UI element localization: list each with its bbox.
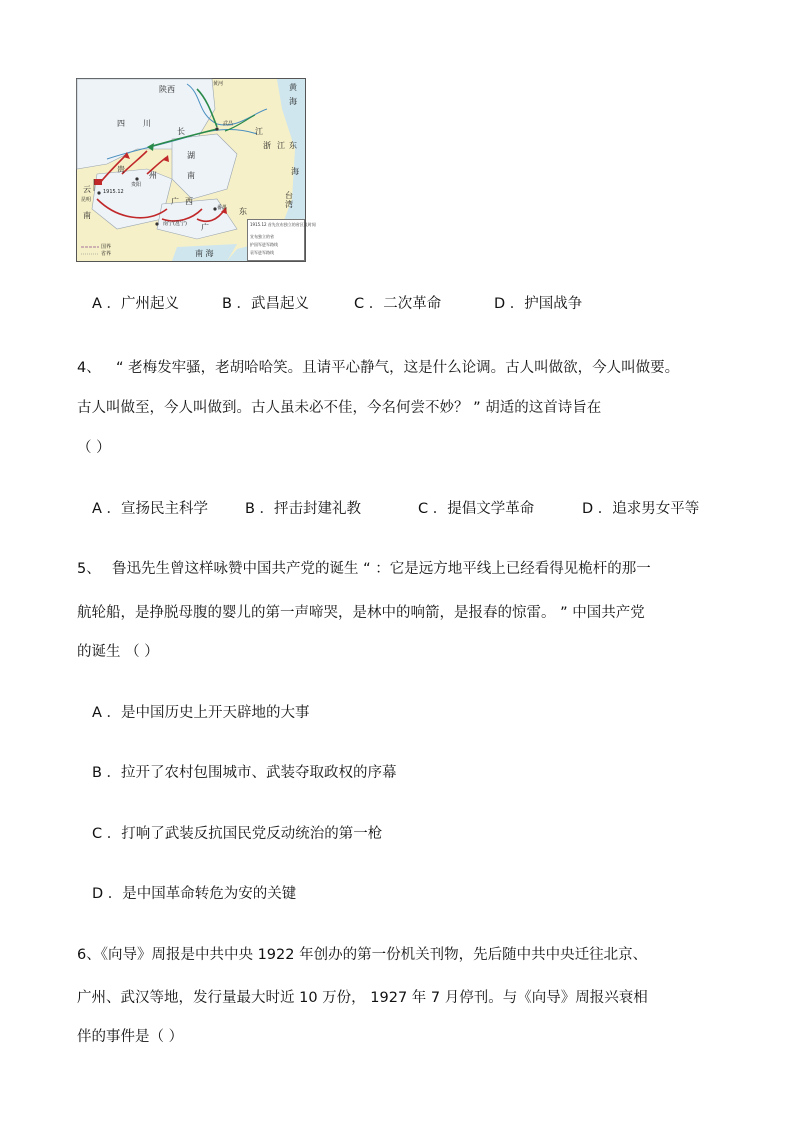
q3-option-b: B ．武昌起义 <box>222 296 310 312</box>
map-label-zhe: 浙 <box>263 141 271 150</box>
map-label-guiyang: 贵阳 <box>131 182 142 188</box>
q5-option-a: A ．是中国历史上开天辟地的大事 <box>92 705 310 721</box>
map-label-guang: 广 <box>201 223 209 232</box>
q5-number: 5、 <box>77 561 101 577</box>
map-label-nanhai: 南 海 <box>195 249 214 258</box>
map-label-kunming: 昆明 <box>81 197 92 203</box>
q5-line-3: 的诞生 （ ） <box>77 644 159 660</box>
map-label-hu: 湖 <box>187 151 195 160</box>
q5-option-c: C ．打响了武装反抗国民党反动统治的第一枪 <box>92 826 383 842</box>
map-label-taiwan-1: 台 <box>285 191 293 200</box>
map-label-panyu: 番禺 <box>217 205 228 211</box>
map-legend-item-3: 护国军进军路线 <box>250 242 278 247</box>
map-label-jiang-2: 江 <box>277 141 285 150</box>
map-legend-item-4: 袁军进军路线 <box>250 250 274 255</box>
map-label-huanghai-1: 黄 <box>289 83 297 92</box>
map-label-nan-2: 南 <box>83 211 91 220</box>
map-label-jiang: 江 <box>255 127 263 136</box>
q4-line-1: “ 老梅发牢骚，老胡哈哈笑。且请平心静气，这是什么论调。古人叫做欲，今人叫做要。 <box>116 360 680 376</box>
map-label-huanghai-2: 海 <box>289 97 297 106</box>
map-label-shaanxi: 陕西 <box>159 85 175 94</box>
q4-line-2: 古人叫做至，今人叫做到。古人虽未必不佳，今名何尝不妙？ ” 胡适的这首诗旨在 <box>77 400 602 416</box>
map-legend <box>247 219 316 261</box>
q5-option-d: D ．是中国革命转危为安的关键 <box>92 886 297 902</box>
q4-option-c: C ．提倡文学革命 <box>418 501 535 517</box>
q4-paren: （ ） <box>77 440 111 456</box>
q6-line-3: 伴的事件是（ ） <box>77 1029 184 1045</box>
q4-number: 4、 <box>77 360 101 376</box>
map-label-yun: 云 <box>83 185 91 194</box>
map-label-chang: 长 <box>177 127 185 136</box>
map-label-dong: 东 <box>289 141 297 150</box>
map-legend-shengjie: 省界 <box>101 251 112 257</box>
map-label-wuchang: 武昌 <box>223 121 234 127</box>
map-legend-guojie: 国界 <box>101 244 112 250</box>
map-legend-item-2: 宣布独立的省 <box>250 234 274 239</box>
map-label-date1915: 1915.12 <box>103 189 124 195</box>
q4-option-a: A ．宣扬民主科学 <box>92 501 209 517</box>
map-label-guangxi-2: 西 <box>185 197 193 206</box>
map-label-huanghe: 黄河 <box>213 81 224 87</box>
q3-option-a: A ．广州起义 <box>92 296 180 312</box>
map-label-sichuan-2: 川 <box>143 119 151 128</box>
map-label-guangxi-1: 广 <box>171 197 179 206</box>
q4-option-b: B ．抨击封建礼教 <box>245 501 362 517</box>
map-label-zhou: 州 <box>149 171 157 180</box>
q6-line-1: 6、《向导》周报是中共中央 1922 年创办的第一份机关刊物，先后随中共中央迁往北京、 <box>77 947 648 963</box>
map-figure <box>76 78 316 262</box>
map-label-taiwan-2: 湾 <box>285 200 293 209</box>
q6-line-2: 广州、武汉等地，发行量最大时近 10 万份， 1927 年 7 月停刊。与《向导》周报兴衰相 <box>77 990 648 1006</box>
q5-line-1: 鲁迅先生曾这样咏赞中国共产党的诞生 “ ：它是远方地平线上已经看得见桅杆的那一 <box>112 561 651 577</box>
map-label-dong-2: 东 <box>239 207 247 216</box>
q5-line-2: 航轮船，是挣脱母腹的婴儿的第一声啼哭，是林中的响箭，是报春的惊雷。 ” 中国共产党 <box>77 605 645 621</box>
q4-option-d: D ．追求男女平等 <box>582 501 700 517</box>
q3-option-c: C ．二次革命 <box>354 296 442 312</box>
q3-option-d: D ．护国战争 <box>494 296 583 312</box>
q5-option-b: B ．拉开了农村包围城市、武装夺取政权的序幕 <box>92 765 397 781</box>
map-label-hai: 海 <box>291 167 299 176</box>
map-label-nan: 南 <box>187 171 195 180</box>
map-label-gui: 贵 <box>117 165 125 174</box>
map-label-sichuan-1: 四 <box>117 119 125 128</box>
map-label-nanning: 南宁(邕宁) <box>163 221 187 227</box>
map-legend-item-1: 1915.12 首先宣布独立的省区及时间 <box>250 222 316 227</box>
